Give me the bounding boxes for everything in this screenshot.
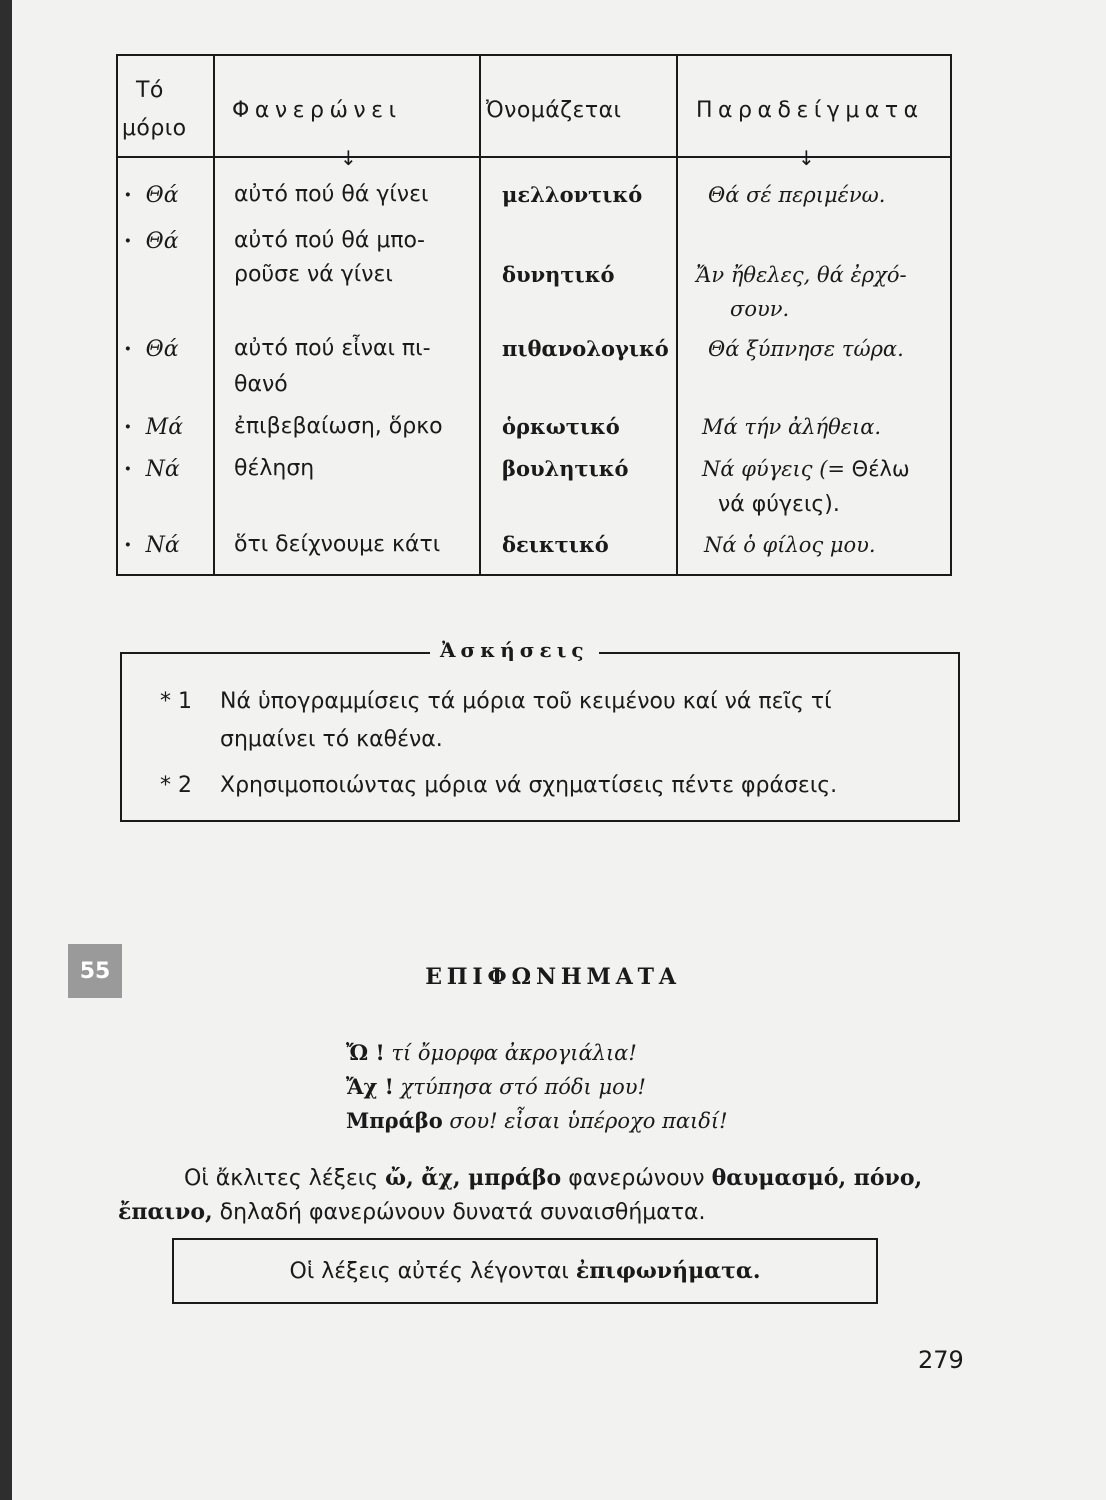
section-title: ΕΠΙΦΩΝΗΜΑΤΑ — [425, 964, 681, 990]
section-number-badge: 55 — [68, 944, 122, 998]
down-arrow-icon: ↓ — [798, 146, 815, 170]
table-cell-particle: · Θά — [124, 182, 179, 208]
example-line: Ἄχ ! χτύπησα στό πόδι μου! — [346, 1074, 646, 1099]
table-cell-example: Θά σέ περιμένω. — [708, 183, 886, 207]
page-binding-edge — [0, 0, 12, 1500]
exercise-item-text: Χρησιμοποιώντας μόρια νά σχηματίσεις πέντε φράσεις. — [220, 773, 838, 798]
table-cell-name: δεικτικό — [502, 532, 609, 557]
table-cell-name: δυνητικό — [502, 262, 615, 287]
table-cell-particle: · Μά — [124, 414, 184, 440]
table-cell-example: νά φύγεις). — [718, 492, 840, 517]
table-cell-example: Ἄν ἤθελες, θά ἐρχό- — [696, 263, 907, 287]
exercise-item-marker: * 1 — [160, 689, 192, 714]
table-cell-reveals: θέληση — [234, 456, 315, 481]
table-cell-particle: · Θά — [124, 228, 179, 254]
header-particle: Τό — [136, 78, 164, 103]
down-arrow-icon: ↓ — [340, 146, 357, 170]
header-particle-2: μόριο — [122, 116, 187, 141]
example-line: Ὤ ! τί ὄμορφα ἀκρογιάλια! — [346, 1040, 637, 1065]
table-divider — [479, 56, 481, 574]
table-cell-name: πιθανολογικό — [502, 336, 669, 361]
table-cell-example: σουν. — [730, 297, 790, 321]
table-cell-example: Μά τήν ἀλήθεια. — [702, 415, 882, 439]
table-cell-particle: · Θά — [124, 336, 179, 362]
table-divider — [676, 56, 678, 574]
table-cell-example: Θά ξύπνησε τώρα. — [708, 337, 904, 361]
table-cell-name: βουλητικό — [502, 456, 629, 481]
table-cell-reveals: θανό — [234, 372, 288, 397]
header-named: Ὀνομάζεται — [486, 98, 622, 123]
table-cell-reveals: αὐτό πού θά γίνει — [234, 182, 429, 207]
page-number: 279 — [918, 1346, 964, 1374]
particles-table — [116, 54, 952, 576]
table-cell-reveals: αὐτό πού θά μπο- — [234, 228, 425, 253]
table-cell-name: ὁρκωτικό — [502, 414, 620, 439]
table-cell-reveals: αὐτό πού εἶναι πι- — [234, 336, 431, 361]
explanation-paragraph: Οἱ ἄκλιτες λέξεις ὤ, ἄχ, μπράβο φανερώνουν θαυμασμό, πόνο, — [184, 1165, 923, 1191]
table-cell-particle: · Νά — [124, 456, 180, 482]
exercise-item-text: σημαίνει τό καθένα. — [220, 727, 443, 752]
header-examples: Παραδείγματα — [696, 98, 924, 123]
table-cell-reveals: ὅτι δείχνουμε κάτι — [234, 532, 441, 557]
table-header-rule — [118, 156, 950, 158]
exercise-item-marker: * 2 — [160, 773, 192, 798]
table-cell-reveals: ἐπιβεβαίωση, ὅρκο — [234, 414, 443, 439]
table-cell-example: Νά ὁ φίλος μου. — [704, 533, 876, 557]
exercise-item-text: Νά ὑπογραμμίσεις τά μόρια τοῦ κειμένου καί νά πεῖς τί — [220, 689, 832, 714]
example-line: Μπράβο σου! εἶσαι ὑπέροχο παιδί! — [346, 1108, 728, 1133]
table-cell-name: μελλοντικό — [502, 182, 643, 207]
exercises-title: Ἀσκήσεις — [430, 638, 599, 662]
table-cell-example: Νά φύγεις (= Θέλω — [702, 457, 910, 481]
header-reveals: Φανερώνει — [232, 98, 402, 123]
explanation-paragraph: ἔπαινο, δηλαδή φανερώνουν δυνατά συναισθήματα. — [118, 1199, 706, 1225]
definition-box: Οἱ λέξεις αὐτές λέγονται ἐπιφωνήματα. — [172, 1238, 878, 1304]
table-cell-reveals: ροῦσε νά γίνει — [234, 262, 393, 287]
table-divider — [213, 56, 215, 574]
table-cell-particle: · Νά — [124, 532, 180, 558]
